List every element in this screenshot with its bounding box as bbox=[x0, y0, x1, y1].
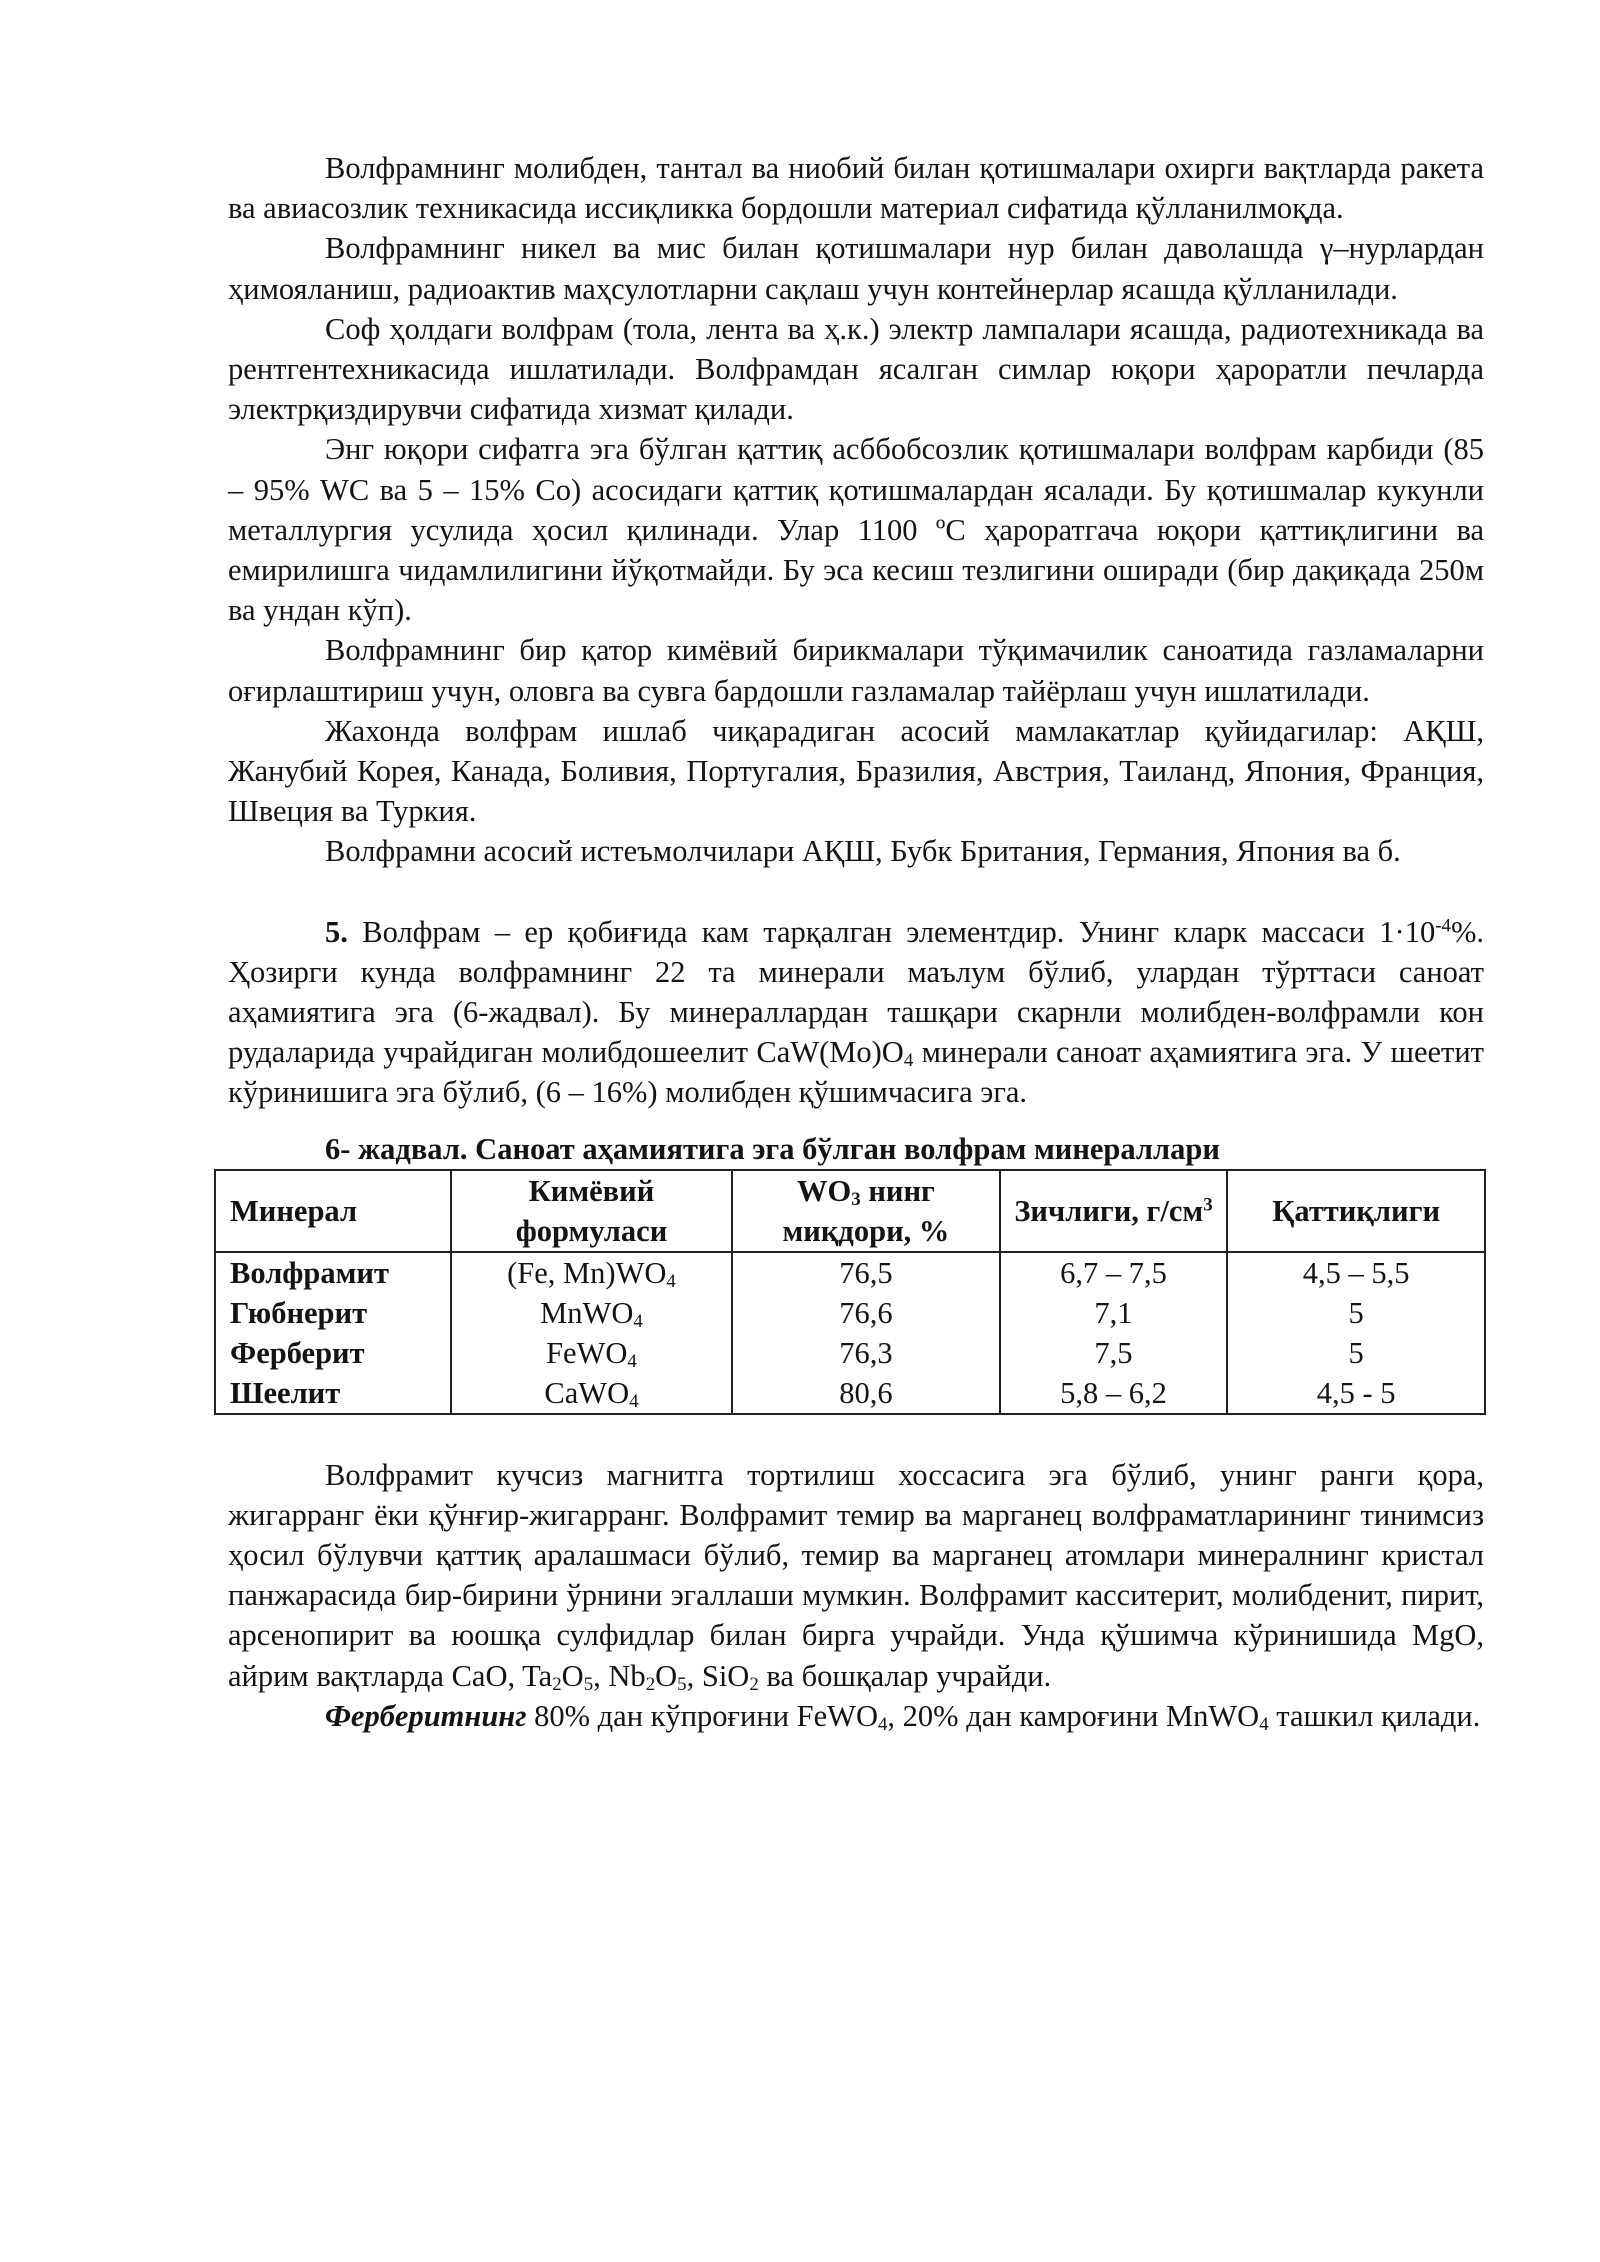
blank-line bbox=[228, 872, 1484, 912]
clarke-exponent: -4 bbox=[1435, 915, 1451, 937]
minerals-table bbox=[214, 1169, 1486, 1415]
cell-formula: MnWO$_4$ bbox=[451, 1293, 732, 1333]
table-row bbox=[215, 1373, 1485, 1414]
cell-name: Шеелит bbox=[215, 1373, 451, 1414]
paragraph-section-5 bbox=[228, 912, 1484, 1113]
cell-hardness: 5 bbox=[1227, 1293, 1485, 1333]
paragraph-textile: Волфрамнинг бир қатор кимёвий бирикмалари тўқимачилик саноатида газламаларни оғирлаштириш учун, оловга ва сувга бардошли газламалар тайёрлаш учун ишлатилади. bbox=[228, 633, 1484, 708]
table-header-row bbox=[215, 1170, 1485, 1252]
paragraph-alloys-aerospace: Волфрамнинг молибден, тантал ва ниобий билан қотишмалари охирги вақтларда ракета ва авиасозлик техникасида иссиқликка бордошли материал сифатида қўлланилмоқда. bbox=[228, 151, 1484, 226]
paragraph-alloys-shielding: Волфрамнинг никел ва мис билан қотишмалари нур билан даволашда γ–нурлардан ҳимояланиш, радиоактив маҳсулотларни сақлаш учун контейнерлар ясашда қўлланилади. bbox=[228, 231, 1484, 306]
cell-density: 6,7 – 7,5 bbox=[1000, 1252, 1228, 1293]
table-row bbox=[215, 1293, 1485, 1333]
ferberite-term: Ферберитнинг bbox=[325, 1698, 527, 1733]
cell-name: Ферберит bbox=[215, 1333, 451, 1373]
cell-density: 7,5 bbox=[1000, 1333, 1228, 1373]
cell-wo3: 76,3 bbox=[732, 1333, 999, 1373]
paragraph-consumers: Волфрамни асосий истеъмолчилари АҚШ, Бубк Британия, Германия, Япония ва б. bbox=[325, 834, 1401, 869]
cell-density: 5,8 – 6,2 bbox=[1000, 1373, 1228, 1414]
header-mineral: Минерал bbox=[215, 1170, 451, 1252]
cell-wo3: 76,5 bbox=[732, 1252, 999, 1293]
formula-subscript: 4 bbox=[903, 1050, 914, 1072]
cell-wo3: 76,6 bbox=[732, 1293, 999, 1333]
cell-formula: FeWO$_4$ bbox=[451, 1333, 732, 1373]
cell-hardness: 4,5 – 5,5 bbox=[1227, 1252, 1485, 1293]
section-5-text-1: Волфрам – ер қобиғида кам тарқалган элементдир. Унинг кларк массаси 1·10 bbox=[347, 914, 1436, 949]
paragraph-ferberite: Ферберитнинг 80% дан кўпроғини FeWO$_4$, 20% дан камроғини MnWO$_4$ ташкил қилади. bbox=[325, 1698, 1481, 1736]
paragraph-pure-tungsten: Соф ҳолдаги волфрам (тола, лента ва ҳ.к.) электр лампалари ясашда, радиотехникада ва рентгентехникасида ишлатилади. Волфрамдан ясалган симлар юқори ҳароратли печларда электрқиздирувчи сифатида хизмат қилади. bbox=[228, 311, 1484, 427]
paragraph-wolframite: Волфрамит кучсиз магнитга тортилиш хоссасига эга бўлиб, унинг ранги қора, жигарранг ёки қўнғир-жигарранг. Волфрамит темир ва марганец волфраматларининг тинимсиз ҳосил бўлувчи қаттиқ аралашмаси бўлиб, темир ва марганец атомлари минералнинг кристал панжарасида бир-бирини ўрнини эгаллаши мумкин. Волфрамит касситерит, молибденит, пирит, арсенопирит ва юошқа сулфидлар билан бирга учрайди. Унда қўшимча кўринишида MgO, айрим вақтларда CaO, $Ta_2O_5$, $Nb_2O_5$, SiO$_2$ ва бошқалар учрайди. bbox=[228, 1457, 1484, 1695]
cell-name: Гюбнерит bbox=[215, 1293, 451, 1333]
cell-wo3: 80,6 bbox=[732, 1373, 999, 1414]
section-5-text-3: минерали саноат аҳамиятига эга. У шеетит кўринишига эга бўлиб, (6 – 16%) молибден қўшимчасига эга. bbox=[228, 1035, 1484, 1110]
cell-hardness: 5 bbox=[1227, 1333, 1485, 1373]
cell-formula: CaWO$_4$ bbox=[451, 1373, 732, 1414]
cell-formula: (Fe, $Mn)WO_4$ bbox=[451, 1252, 732, 1293]
document-page bbox=[228, 148, 1484, 1736]
header-hardness: Қаттиқлиги bbox=[1227, 1170, 1485, 1252]
table-row bbox=[215, 1252, 1485, 1293]
paragraph-hard-alloys: Энг юқори сифатга эга бўлган қаттиқ асббобсозлик қотишмалари волфрам карбиди (85 – 95% WC ва 5 – 15% Co) асосидаги қаттиқ қотишмалардан ясалади. Бу қотишмалар кукунли металлургия усулида ҳосил қилинади. Улар 1100 ºС ҳароратгача юқори қаттиқлигини ва емирилишга чидамлилигини йўқотмайди. Бу эса кесиш тезлигини оширади (бир дақиқада 250м ва ундан кўп). bbox=[228, 432, 1484, 628]
table-row bbox=[215, 1333, 1485, 1373]
cell-density: 7,1 bbox=[1000, 1293, 1228, 1333]
header-density: Зичлиги, $г/см^3$ bbox=[1000, 1170, 1228, 1252]
cell-hardness: 4,5 - 5 bbox=[1227, 1373, 1485, 1414]
paragraph-producers: Жахонда волфрам ишлаб чиқарадиган асосий мамлакатлар қуйидагилар: АҚШ, Жанубий Корея, Канада, Боливия, Португалия, Бразилия, Австрия, Таиланд, Япония, Франция, Швеция ва Туркия. bbox=[228, 713, 1484, 829]
header-wo3-content: $WO_3$ нинг миқдори, % bbox=[732, 1170, 999, 1252]
section-5-text-2: %. Ҳозирги кунда волфрамнинг 22 та минерали маълум бўлиб, улардан тўрттаси саноат аҳамиятига эга (6-жадвал). Бу минераллардан ташқари скарнли молибден-волфрамли кон рудаларида учрайдиган молибдошеелит CaW(Mo)O bbox=[228, 914, 1484, 1070]
table-caption: 6- жадвал. Саноат аҳамиятига эга бўлган волфрам минераллари bbox=[325, 1131, 1220, 1166]
cell-name: Волфрамит bbox=[215, 1252, 451, 1293]
section-number: 5. bbox=[325, 914, 348, 949]
header-formula: Кимёвий формуласи bbox=[451, 1170, 732, 1252]
